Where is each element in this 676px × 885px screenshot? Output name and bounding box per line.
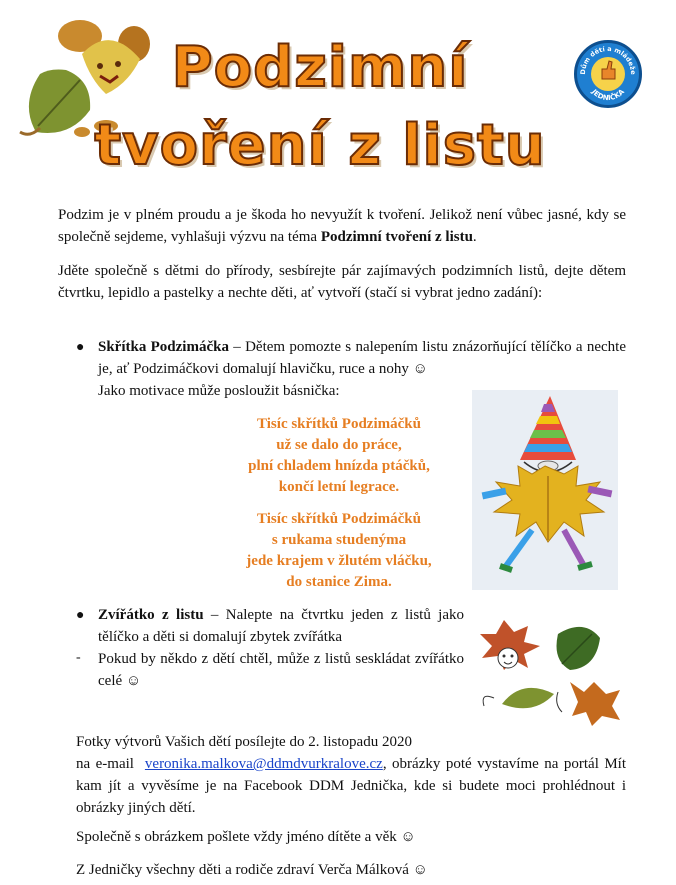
- poem-stanza-2: [208, 509, 470, 593]
- poem-line: s rukama studenýma: [271, 532, 407, 548]
- item1-description: – Dětem pomozte s nalepením listu znázorňující tělíčko a nechte je, ať Podzimáčkovi domalují hlavičku, ruce a nohy ☺: [98, 339, 626, 377]
- page-title-line2: tvoření z listu: [94, 113, 546, 178]
- poem-line: jede krajem v žlutém vláčku,: [246, 553, 432, 569]
- ddm-jednicka-logo: [574, 40, 642, 108]
- intro-end: .: [472, 229, 477, 245]
- item2-subtext: Pokud by někdo z dětí chtěl, může z listů seskládat zvířátko celé ☺: [98, 651, 464, 689]
- bullet-1: ●: [76, 340, 85, 355]
- footer-deadline: Fotky výtvorů Vašich dětí posílejte do 2. listopadu 2020: [76, 734, 412, 750]
- page-title-line1: Podzimní: [171, 35, 469, 100]
- intro-bold: Podzimní tvoření z listu: [320, 229, 473, 245]
- dash-bullet: -: [76, 650, 81, 665]
- email-link[interactable]: veronika.malkova@ddmdvurkralove.cz: [144, 756, 383, 772]
- item1-title: Skřítka Podzimáčka: [98, 339, 229, 355]
- logo-text-top: Dům dětí a mládeže: [578, 44, 638, 75]
- footer-email-paragraph: [76, 753, 626, 819]
- item1-motivation: Jako motivace může posloužit básnička:: [98, 383, 340, 399]
- footer-after-email: , obrázky poté vystavíme na portál Mít kam jít a vyvěsíme je na Facebook DDM Jednička, kde si budete moci prohlédnout i obrázky jiných dětí.: [76, 756, 627, 816]
- intro-paragraph: [58, 204, 626, 248]
- footer-greeting: Z Jedničky všechny děti a rodiče zdraví Verča Málková ☺: [76, 862, 428, 878]
- item1-text: [98, 336, 626, 380]
- poem-line: plní chladem hnízda ptáčků,: [248, 458, 430, 474]
- item2-text: [98, 604, 464, 648]
- poem-line: končí letní legrace.: [278, 479, 400, 495]
- elf-leaf-picture: [472, 390, 618, 590]
- poem-stanza-1: [208, 414, 470, 498]
- poem-line: už se dalo do práce,: [276, 437, 402, 453]
- footer-name-age: Společně s obrázkem pošlete vždy jméno dítěte a věk ☺: [76, 829, 416, 845]
- logo-text-bottom: JEDNIČKA: [589, 87, 627, 103]
- instructions-paragraph: Jděte společně s dětmi do přírody, sesbírejte pár zajímavých podzimních listů, dejte dětem čtvrtku, lepidlo a pastelky a nechte děti, ať vytvoří (stačí si vybrat jedno zadání):: [58, 263, 626, 301]
- bullet-2: ●: [76, 608, 85, 623]
- poem-line: Tisíc skřítků Podzimáčků: [257, 511, 421, 527]
- item2-title: Zvířátko z listu: [98, 607, 204, 623]
- poem-line: do stanice Zima.: [286, 574, 392, 590]
- leaf-animals-picture: [474, 612, 624, 728]
- item2-description: – Nalepte na čtvrtku jeden z listů jako tělíčko a děti si domalují zbytek zvířátka: [98, 607, 465, 645]
- intro-text: Podzim je v plném proudu a je škoda ho nevyužít k tvoření. Jelikož není vůbec jasné, kdy se společně sejdeme, vyhlašuji výzvu na téma: [58, 207, 626, 245]
- footer-na-email: na e-mail: [76, 756, 134, 772]
- poem-line: Tisíc skřítků Podzimáčků: [257, 416, 421, 432]
